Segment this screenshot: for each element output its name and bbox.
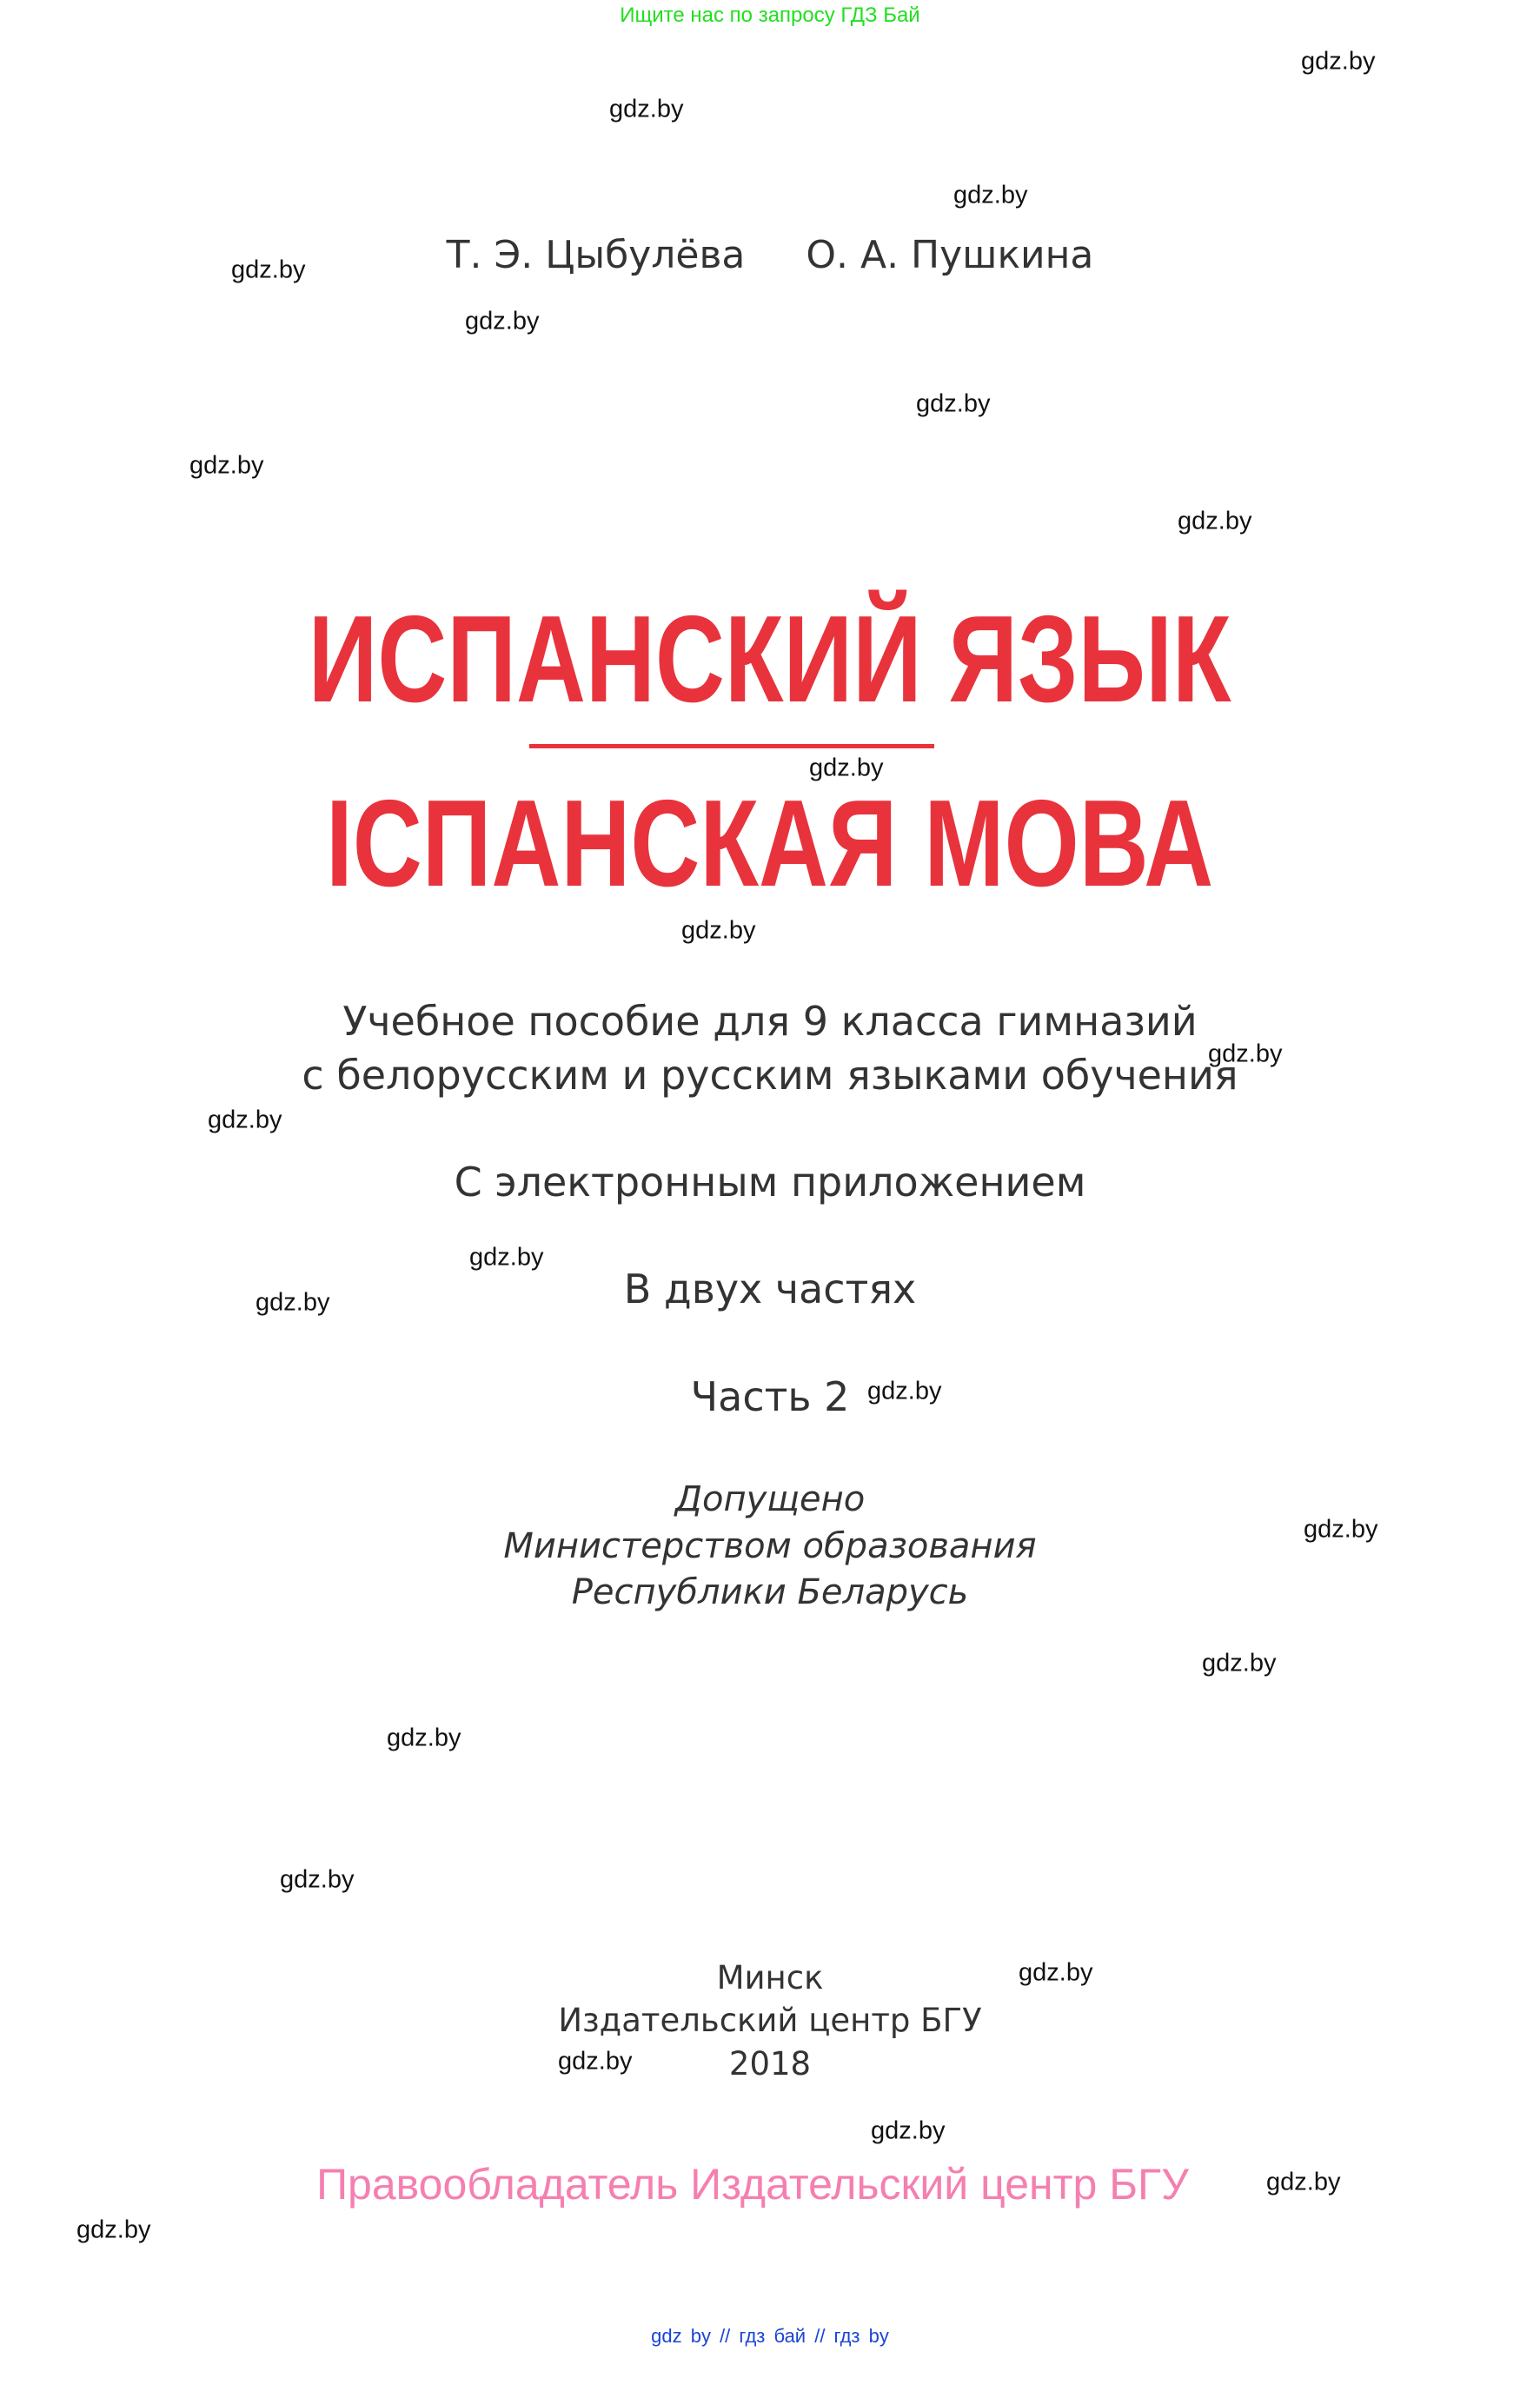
watermark: gdz.by [469, 1243, 544, 1272]
watermark: gdz.by [867, 1377, 942, 1405]
watermark: gdz.by [208, 1106, 282, 1134]
watermark: gdz.by [1019, 1958, 1093, 1987]
subtitle-line-1: Учебное пособие для 9 класса гимназий [342, 998, 1198, 1045]
year: 2018 [728, 2045, 812, 2083]
city: Минск [716, 1959, 824, 1996]
watermark: gdz.by [916, 389, 991, 418]
approval-line-1: Допущено [674, 1479, 866, 1519]
approval-line-2: Министерством образования [503, 1526, 1037, 1566]
watermark: gdz.by [465, 307, 540, 335]
watermark: gdz.by [1301, 47, 1376, 76]
parts-note: В двух частях [623, 1266, 917, 1312]
watermark: gdz.by [871, 2116, 946, 2145]
watermark: gdz.by [1202, 1649, 1277, 1677]
watermark: gdz.by [1304, 1515, 1378, 1544]
watermark: gdz.by [256, 1288, 330, 1317]
watermark: gdz.by [231, 256, 306, 284]
subtitle-line-2: с белорусским и русским языками обучения [302, 1052, 1238, 1099]
watermark: gdz.by [280, 1865, 355, 1894]
watermark: gdz.by [387, 1724, 461, 1752]
author-2: О. А. Пушкина [806, 233, 1094, 277]
title-russian [0, 590, 1540, 728]
watermark: gdz.by [609, 95, 684, 123]
title-divider [529, 744, 934, 748]
title-russian-text: ИСПАНСКИЙ ЯЗЫК [309, 590, 1231, 728]
watermark: gdz.by [953, 181, 1028, 209]
search-banner: Ищите нас по запросу ГДЗ Бай [620, 3, 920, 27]
watermark: gdz.by [1178, 507, 1252, 535]
watermark: gdz.by [809, 754, 884, 782]
watermark: gdz.by [681, 916, 756, 945]
watermark: gdz.by [1266, 2168, 1341, 2196]
publisher: Издательский центр БГУ [558, 2002, 982, 2039]
rights-holder: Правообладатель Издательский центр БГУ [316, 2160, 1189, 2209]
title-belarusian-text: ІСПАНСКАЯ МОВА [326, 774, 1214, 913]
watermark: gdz.by [558, 2047, 633, 2076]
part-number: Часть 2 [690, 1373, 850, 1420]
supplement-note: С электронным приложением [454, 1159, 1086, 1206]
watermark: gdz.by [189, 451, 264, 480]
author-1: Т. Э. Цыбулёва [446, 233, 746, 277]
watermark: gdz.by [76, 2216, 151, 2244]
watermark: gdz.by [1208, 1040, 1283, 1068]
title-belarusian [0, 774, 1540, 913]
approval-line-3: Республики Беларусь [571, 1572, 969, 1612]
footer-links[interactable]: gdz by // гдз бай // гдз by [651, 2325, 889, 2347]
